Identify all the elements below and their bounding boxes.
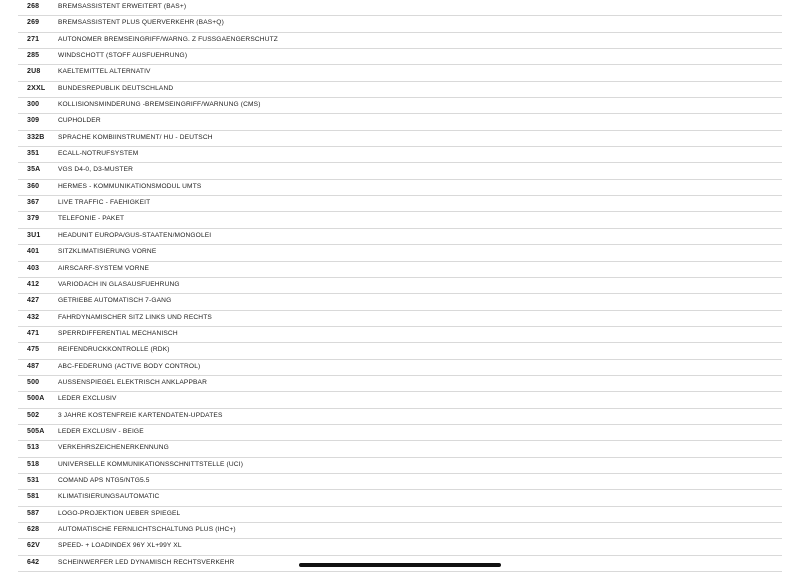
table-row	[18, 458, 782, 474]
table-row	[18, 474, 782, 490]
option-code: 2U8	[27, 68, 41, 76]
option-description: LEDER EXCLUSIV - BEIGE	[58, 427, 144, 435]
option-code: 513	[27, 444, 40, 452]
option-description: KOLLISIONSMINDERUNG -BREMSEINGRIFF/WARNUNG (CMS)	[58, 101, 261, 109]
option-code: 332B	[27, 133, 45, 141]
option-description: LEDER EXCLUSIV	[58, 395, 117, 403]
option-description: REIFENDRUCKKONTROLLE (RDK)	[58, 346, 170, 354]
option-description: AUSSENSPIEGEL ELEKTRISCH ANKLAPPBAR	[58, 378, 208, 386]
table-row	[18, 65, 782, 81]
table-row	[18, 376, 782, 392]
option-description: LOGO-PROJEKTION UEBER SPIEGEL	[58, 509, 181, 517]
option-description: UNIVERSELLE KOMMUNIKATIONSSCHNITTSTELLE (UCI)	[58, 460, 244, 468]
option-description: SCHEINWERFER LED DYNAMISCH RECHTSVERKEHR	[58, 558, 235, 566]
table-row	[18, 523, 782, 539]
table-row	[18, 360, 782, 376]
table-row	[18, 278, 782, 294]
table-row	[18, 490, 782, 506]
option-description: VGS D4-0, D3-MUSTER	[58, 166, 134, 174]
table-row	[18, 49, 782, 65]
table-row	[18, 507, 782, 523]
option-description: AUTOMATISCHE FERNLICHTSCHALTUNG PLUS (IHC+)	[58, 526, 236, 533]
table-row	[18, 131, 782, 147]
option-description: HEADUNIT EUROPA/GUS-STAATEN/MONGOLEI	[58, 231, 212, 239]
option-description: CUPHOLDER	[58, 117, 101, 125]
home-indicator[interactable]	[299, 563, 501, 567]
table-row	[18, 163, 782, 179]
option-description: GETRIEBE AUTOMATISCH 7-GANG	[58, 297, 172, 305]
option-description: COMAND APS NTG5/NTG5.5	[58, 476, 150, 484]
option-code: 475	[27, 346, 40, 354]
option-code: 500	[27, 378, 40, 386]
table-row	[18, 262, 782, 278]
option-code: 401	[27, 248, 40, 256]
table-row	[18, 343, 782, 359]
option-code: 62V	[27, 542, 41, 550]
option-code: 360	[27, 182, 40, 190]
option-description: WINDSCHOTT (STOFF AUSFUEHRUNG)	[58, 52, 188, 60]
table-row	[18, 441, 782, 457]
option-code: 268	[27, 3, 40, 10]
option-code: 531	[27, 476, 40, 484]
option-code: 581	[27, 493, 40, 501]
table-row	[18, 212, 782, 228]
option-description: VERKEHRSZEICHENERKENNUNG	[58, 444, 169, 452]
option-description: VARIODACH IN GLASAUSFUEHRUNG	[58, 280, 180, 288]
table-row	[18, 180, 782, 196]
option-code: 432	[27, 313, 40, 321]
option-code: 628	[27, 526, 40, 533]
option-description: BUNDESREPUBLIK DEUTSCHLAND	[58, 84, 174, 92]
table-row	[18, 311, 782, 327]
option-description: ECALL-NOTRUFSYSTEM	[58, 150, 139, 158]
option-code: 427	[27, 297, 40, 305]
option-code: 351	[27, 150, 40, 158]
option-description: BREMSASSISTENT ERWEITERT (BAS+)	[58, 3, 187, 10]
table-row	[18, 0, 782, 16]
table-row	[18, 33, 782, 49]
table-row	[18, 16, 782, 32]
table-row	[18, 327, 782, 343]
option-code: 300	[27, 101, 40, 109]
table-row	[18, 82, 782, 98]
option-code: 285	[27, 52, 40, 60]
option-description: HERMES - KOMMUNIKATIONSMODUL UMTS	[58, 182, 202, 190]
option-description: AUTONOMER BREMSEINGRIFF/WARNG. Z FUSSGAENGERSCHUTZ	[58, 35, 278, 43]
option-code: 471	[27, 329, 40, 337]
option-code: 642	[27, 558, 40, 566]
option-code: 309	[27, 117, 40, 125]
option-description: SPERRDIFFERENTIAL MECHANISCH	[58, 329, 178, 337]
table-row	[18, 409, 782, 425]
option-code: 367	[27, 199, 40, 207]
option-description: SPRACHE KOMBIINSTRUMENT/ HU - DEUTSCH	[58, 133, 213, 141]
option-description: SITZKLIMATISIERUNG VORNE	[58, 248, 157, 256]
option-description: TELEFONIE - PAKET	[58, 215, 125, 223]
option-code: 35A	[27, 166, 41, 174]
table-row	[18, 147, 782, 163]
option-code: 403	[27, 264, 40, 272]
option-code: 3U1	[27, 231, 41, 239]
option-code: 2XXL	[27, 84, 46, 92]
option-code: 502	[27, 411, 40, 419]
table-row	[18, 294, 782, 310]
option-code: 379	[27, 215, 40, 223]
option-description: SPEED- + LOADINDEX 96Y XL+99Y XL	[58, 542, 182, 550]
table-row	[18, 98, 782, 114]
option-description: FAHRDYNAMISCHER SITZ LINKS UND RECHTS	[58, 313, 212, 321]
option-code: 587	[27, 509, 40, 517]
table-row	[18, 425, 782, 441]
option-description: AIRSCARF-SYSTEM VORNE	[58, 264, 150, 272]
option-description: BREMSASSISTENT PLUS QUERVERKEHR (BAS+Q)	[58, 19, 224, 27]
table-row	[18, 196, 782, 212]
table-row	[18, 392, 782, 408]
option-code: 271	[27, 35, 40, 43]
option-code: 269	[27, 19, 40, 27]
option-description: KLIMATISIERUNGSAUTOMATIC	[58, 493, 160, 501]
table-row	[18, 114, 782, 130]
option-code: 505A	[27, 427, 45, 435]
options-table	[18, 0, 782, 572]
option-code: 412	[27, 280, 40, 288]
option-code: 518	[27, 460, 40, 468]
option-description: LIVE TRAFFIC - FAEHIGKEIT	[58, 199, 151, 207]
option-code: 487	[27, 362, 40, 370]
table-row	[18, 539, 782, 555]
table-row	[18, 245, 782, 261]
table-row	[18, 229, 782, 245]
option-description: ABC-FEDERUNG (ACTIVE BODY CONTROL)	[58, 362, 201, 370]
option-description: KAELTEMITTEL ALTERNATIV	[58, 68, 151, 76]
option-description: 3 JAHRE KOSTENFREIE KARTENDATEN-UPDATES	[58, 411, 223, 419]
option-code: 500A	[27, 395, 45, 403]
